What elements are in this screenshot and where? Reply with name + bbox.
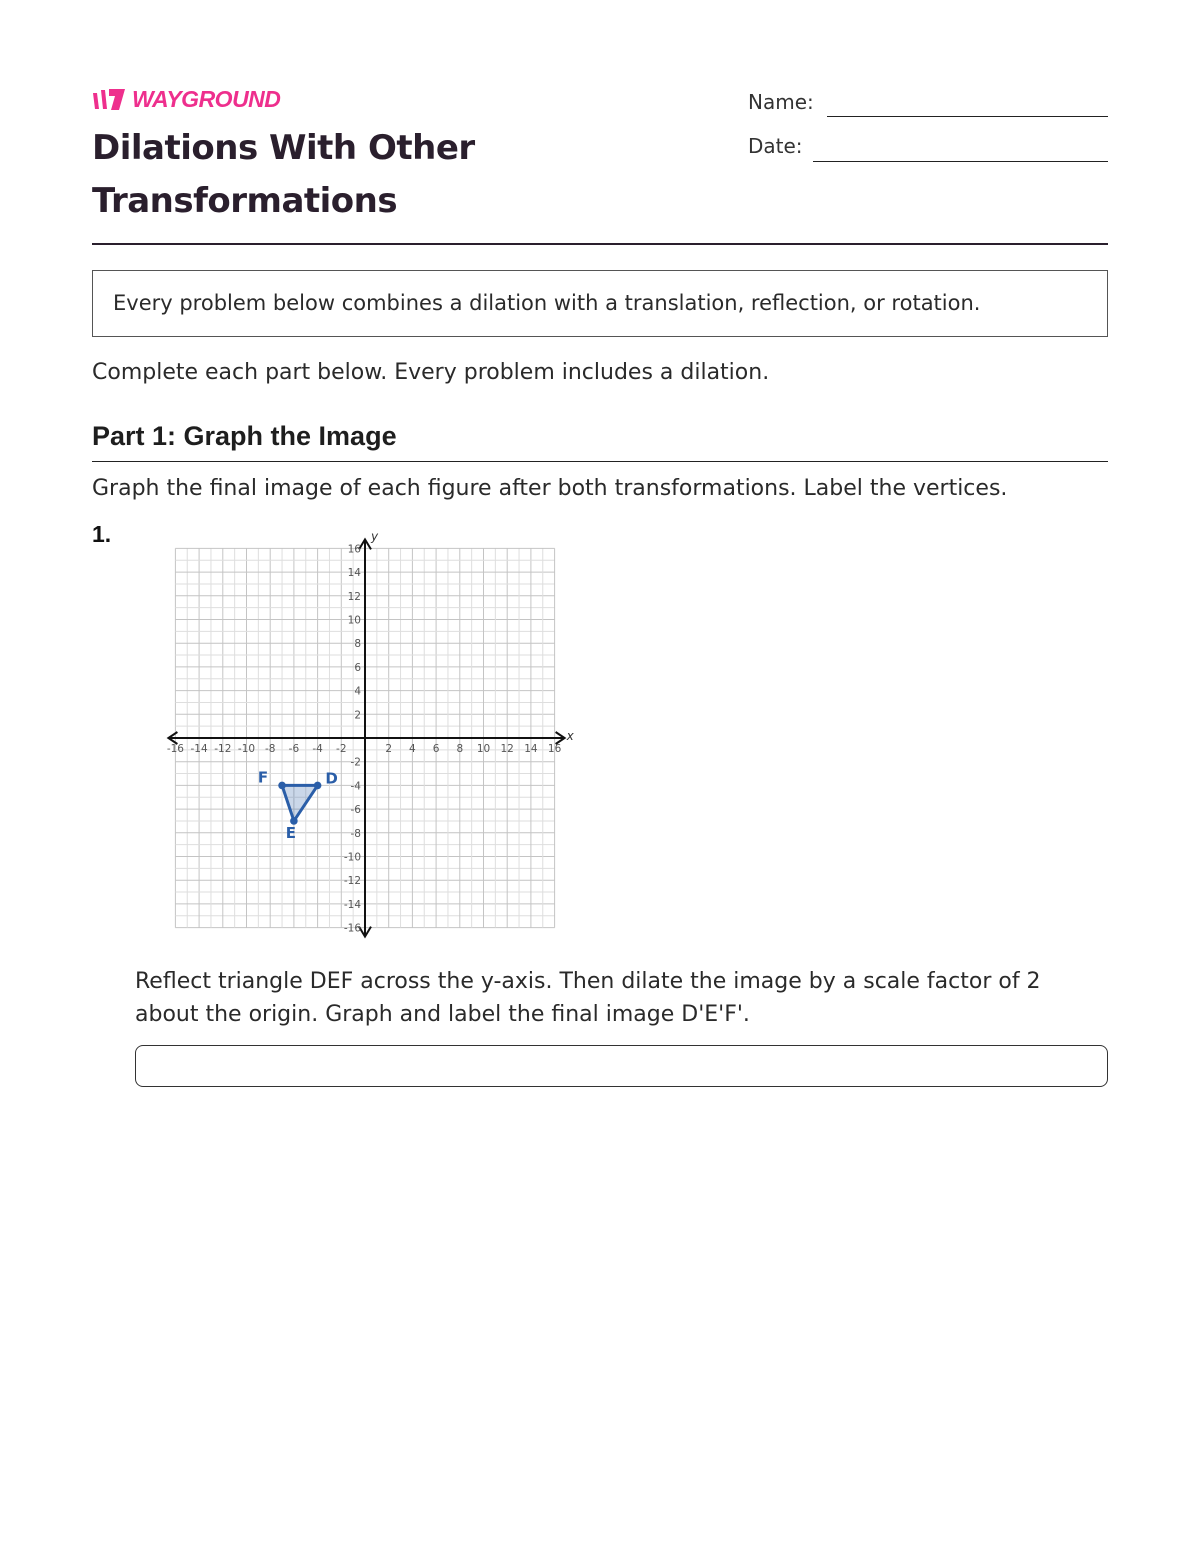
title-line-2: Transformations [92, 181, 398, 221]
note-text: Every problem below combines a dilation with a translation, reflection, or rotation. [113, 291, 981, 315]
x-tick-label: -6 [288, 743, 300, 755]
x-tick-label: -8 [264, 743, 276, 755]
x-tick-label: 8 [456, 743, 464, 755]
y-tick-label: 6 [354, 661, 361, 674]
y-tick-label: -16 [343, 922, 361, 935]
y-tick-label: 12 [347, 590, 361, 603]
page-title [92, 122, 652, 228]
date-label: Date: [748, 134, 803, 158]
x-tick-label: -16 [166, 743, 184, 755]
brand-logo [92, 86, 280, 113]
date-line[interactable] [813, 161, 1108, 162]
coordinate-grid[interactable] [155, 520, 585, 940]
y-tick-label: -2 [350, 756, 361, 769]
y-tick-label: 4 [354, 685, 361, 698]
brand-name: WAYGROUND [132, 86, 281, 112]
y-tick-label: -6 [350, 804, 361, 817]
y-tick-label: -4 [350, 780, 361, 793]
x-tick-label: 14 [524, 743, 538, 755]
x-tick-label: 16 [547, 743, 562, 755]
y-axis-label: y [371, 529, 379, 544]
name-line[interactable] [827, 116, 1108, 117]
answer-box[interactable] [135, 1045, 1108, 1087]
x-tick-label: -2 [336, 743, 347, 755]
vertex-e-label: E [285, 823, 297, 842]
x-tick-label: 4 [409, 743, 416, 755]
part-1-instructions: Graph the final image of each figure after both transformations. Label the vertices. [92, 476, 1008, 501]
x-tick-label: -4 [312, 743, 323, 755]
x-tick-label: -14 [190, 743, 208, 755]
triangle-def [282, 785, 318, 821]
part-1-divider [92, 461, 1108, 462]
title-line-1: Dilations With Other [92, 128, 475, 168]
x-tick-label: 10 [476, 743, 491, 755]
part-1-heading: Part 1: Graph the Image [92, 421, 397, 451]
x-tick-label: 2 [385, 743, 393, 755]
x-tick-label: -10 [237, 743, 256, 755]
wayground-logo-icon [92, 87, 126, 113]
y-tick-label: -12 [343, 875, 361, 888]
x-tick-label: 6 [432, 743, 440, 755]
vertex-d-label: D [325, 769, 338, 788]
vertex-f-point [278, 782, 286, 790]
x-tick-label: -12 [214, 743, 232, 755]
y-tick-label: -8 [350, 827, 361, 840]
y-tick-label: -14 [343, 898, 361, 911]
x-axis-label: x [566, 729, 574, 743]
question-1-prompt: Reflect triangle DEF across the y-axis. Then dilate the image by a scale factor of 2 about the origin. Graph and label the final image D'E'F'. [135, 969, 1041, 1027]
vertex-d-point [314, 782, 322, 790]
general-instructions: Complete each part below. Every problem includes a dilation. [92, 360, 770, 385]
note-box [92, 270, 1108, 337]
y-tick-label: -10 [343, 851, 361, 864]
y-tick-label: 10 [347, 614, 361, 627]
x-tick-label: 12 [500, 743, 514, 755]
question-1-number: 1. [92, 521, 112, 547]
header-divider [92, 243, 1108, 245]
vertex-f-label: F [257, 768, 269, 787]
y-tick-label: 16 [347, 543, 361, 556]
y-tick-label: 8 [354, 638, 361, 651]
name-label: Name: [748, 90, 814, 114]
y-tick-label: 2 [354, 709, 361, 722]
y-tick-label: 14 [347, 567, 361, 580]
